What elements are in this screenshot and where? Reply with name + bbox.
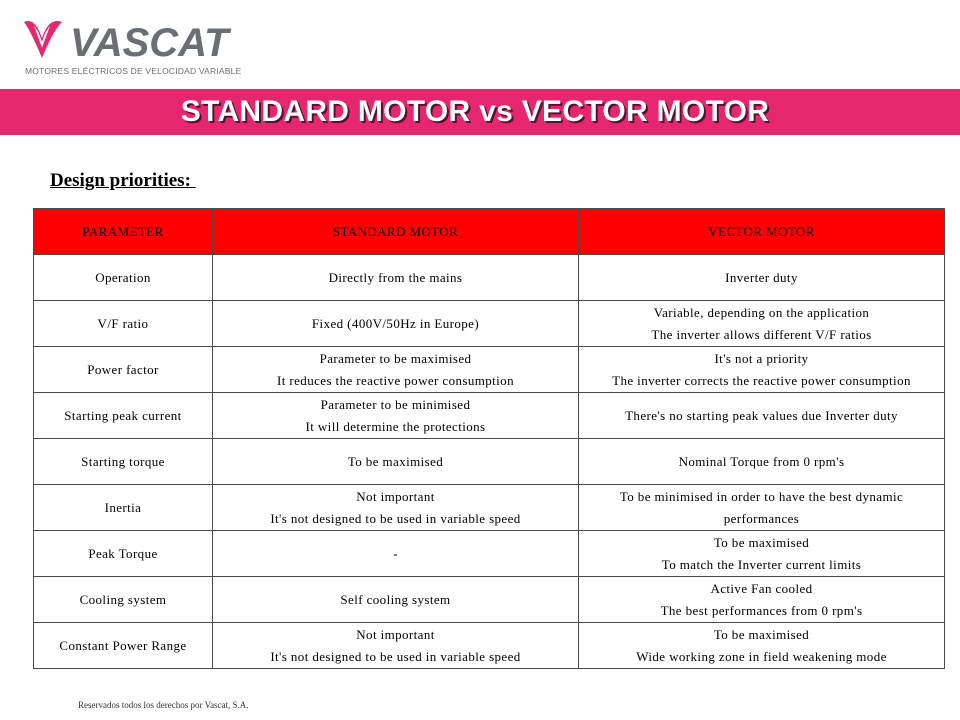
vector-motor-cell	[579, 577, 945, 623]
standard-motor-line: Self cooling system	[340, 591, 451, 607]
parameter-cell: Cooling system	[34, 577, 213, 623]
logo-tagline: MOTORES ELÉCTRICOS DE VELOCIDAD VARIABLE	[25, 66, 242, 76]
standard-motor-cell	[213, 623, 579, 669]
header-parameter: PARAMETER	[34, 209, 213, 255]
parameter-cell: Power factor	[34, 347, 213, 393]
vector-motor-cell	[579, 301, 945, 347]
standard-motor-cell	[213, 255, 579, 301]
parameter-cell: Starting torque	[34, 439, 213, 485]
standard-motor-line: Parameter to be minimised	[320, 396, 471, 412]
vector-motor-line: To be minimised in order to have the best dynamic	[619, 488, 904, 504]
table-row	[34, 623, 945, 669]
standard-motor-line: It's not designed to be used in variable speed	[270, 510, 521, 526]
parameter-cell: Operation	[34, 255, 213, 301]
vector-motor-cell	[579, 393, 945, 439]
copyright-footer: Reservados todos los derechos por Vascat, S.A.	[78, 700, 249, 710]
table-row	[34, 393, 945, 439]
standard-motor-cell	[213, 439, 579, 485]
standard-motor-line: Parameter to be maximised	[319, 350, 472, 366]
standard-motor-cell	[213, 577, 579, 623]
parameter-cell: V/F ratio	[34, 301, 213, 347]
standard-motor-cell	[213, 393, 579, 439]
parameter-cell: Peak Torque	[34, 531, 213, 577]
vector-motor-line: There's no starting peak values due Inverter duty	[625, 407, 898, 423]
logo-wordmark: VASCAT	[70, 21, 229, 64]
vector-motor-line: To be maximised	[713, 626, 810, 642]
vector-motor-line: The inverter allows different V/F ratios	[651, 326, 872, 342]
parameter-cell: Starting peak current	[34, 393, 213, 439]
vector-motor-line: performances	[723, 510, 800, 526]
standard-motor-line: Directly from the mains	[328, 269, 463, 285]
standard-motor-line: It will determine the protections	[305, 418, 486, 434]
vector-motor-cell	[579, 439, 945, 485]
table-row	[34, 485, 945, 531]
table-row	[34, 301, 945, 347]
parameter-cell: Constant Power Range	[34, 623, 213, 669]
vascat-logo	[20, 16, 250, 80]
title-bar	[0, 89, 960, 135]
vector-motor-line: Variable, depending on the application	[653, 304, 870, 320]
vector-motor-line: To be maximised	[713, 534, 810, 550]
vector-motor-line: The inverter corrects the reactive power consumption	[612, 372, 911, 388]
standard-motor-line: It reduces the reactive power consumption	[277, 372, 514, 388]
table-row	[34, 439, 945, 485]
standard-motor-cell	[213, 531, 579, 577]
vector-motor-line: Wide working zone in field weakening mode	[636, 648, 887, 664]
standard-motor-cell	[213, 301, 579, 347]
table-header-row	[34, 209, 945, 255]
vector-motor-cell	[579, 623, 945, 669]
vector-motor-cell	[579, 347, 945, 393]
vector-motor-cell	[579, 255, 945, 301]
header-standard-motor: STANDARD MOTOR	[213, 209, 579, 255]
standard-motor-line: Not important	[356, 626, 435, 642]
vector-motor-cell	[579, 485, 945, 531]
vector-motor-line: To match the Inverter current limits	[661, 556, 862, 572]
vascat-logo-mark	[20, 16, 250, 64]
page-title: STANDARD MOTOR vs VECTOR MOTOR	[180, 95, 770, 128]
comparison-table	[33, 208, 945, 669]
table-row	[34, 577, 945, 623]
table-row	[34, 347, 945, 393]
table-row	[34, 255, 945, 301]
parameter-cell: Inertia	[34, 485, 213, 531]
vector-motor-line: Inverter duty	[725, 269, 798, 285]
vector-motor-line: Active Fan cooled	[710, 580, 813, 596]
header-vector-motor: VECTOR MOTOR	[579, 209, 945, 255]
vector-motor-line: Nominal Torque from 0 rpm's	[678, 453, 845, 469]
standard-motor-line: Fixed (400V/50Hz in Europe)	[311, 315, 480, 331]
table-row	[34, 531, 945, 577]
standard-motor-cell	[213, 485, 579, 531]
standard-motor-line: -	[393, 545, 398, 561]
standard-motor-line: To be maximised	[347, 453, 444, 469]
section-subtitle: Design priorities:	[50, 170, 196, 191]
vector-motor-line: It's not a priority	[714, 350, 809, 366]
vector-motor-cell	[579, 531, 945, 577]
vector-motor-line: The best performances from 0 rpm's	[660, 602, 863, 618]
standard-motor-cell	[213, 347, 579, 393]
standard-motor-line: It's not designed to be used in variable speed	[270, 648, 521, 664]
standard-motor-line: Not important	[356, 488, 435, 504]
